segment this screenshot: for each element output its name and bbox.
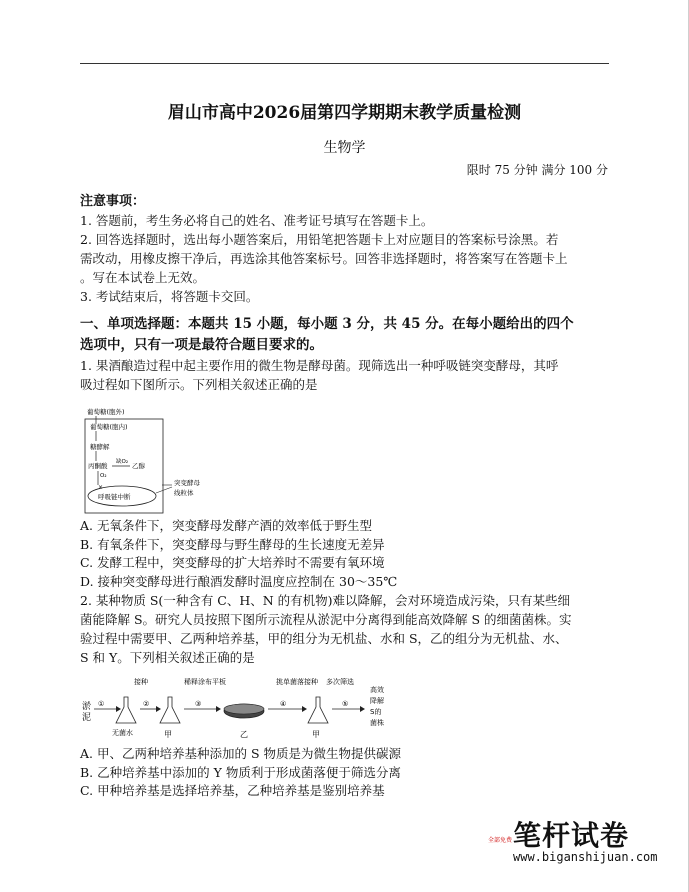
step-2: ② bbox=[143, 700, 150, 708]
mutant-yeast-label: 突变酵母 bbox=[174, 479, 200, 487]
arrowhead bbox=[116, 706, 121, 712]
section-heading-line: 选项中，只有一项是最符合题目要求的。 bbox=[80, 337, 323, 353]
question-2-line: S 和 Y。下列相关叙述正确的是 bbox=[80, 650, 255, 665]
result-label: S的 bbox=[370, 708, 382, 716]
pick-colony-label: 挑单菌落接种 bbox=[276, 678, 318, 686]
jia-label-2: 甲 bbox=[312, 730, 320, 739]
time-score-info: 限时 75 分钟 满分 100 分 bbox=[466, 163, 608, 177]
option-d: D. 接种突变酵母进行酿酒发酵时温度应控制在 30～35℃ bbox=[80, 573, 398, 589]
option-c: C. 发酵工程中，突变酵母的扩大培养时不需要有氧环境 bbox=[80, 555, 385, 570]
question-1-line: 1. 果酒酿造过程中起主要作用的微生物是酵母菌。现筛选出一种呼吸链突变酵母，其呼 bbox=[80, 358, 559, 373]
arrowhead bbox=[216, 706, 221, 712]
question-1-figure bbox=[84, 405, 234, 515]
option-a: A. 甲、乙两种培养基种添加的 S 物质是为微生物提供碳源 bbox=[80, 746, 401, 761]
glucose-inside-label: 葡萄糖(胞内) bbox=[90, 423, 128, 431]
watermark-badge: 全部免费 bbox=[487, 837, 512, 844]
sterile-water-label: 无菌水 bbox=[112, 729, 133, 737]
medium-jia-flask-2 bbox=[308, 697, 328, 723]
notice-line: 3. 考试结束后，将答题卡交回。 bbox=[80, 289, 259, 304]
arrowhead bbox=[156, 706, 161, 712]
section-heading bbox=[80, 314, 610, 356]
question-1-options bbox=[80, 517, 610, 591]
exam-title: 眉山市高中2026届第四学期期末教学质量检测 bbox=[167, 103, 522, 123]
question-2-figure bbox=[80, 675, 400, 745]
arrowhead bbox=[302, 706, 307, 712]
lack-oxygen-label: 缺O₂ bbox=[116, 459, 129, 465]
question-2-options bbox=[80, 745, 610, 801]
notice-line: 。写在本试卷上无效。 bbox=[80, 270, 206, 285]
subject-title: 生物学 bbox=[323, 140, 366, 156]
notice-line: 1. 答题前，考生务必将自己的姓名、准考证号填写在答题卡上。 bbox=[80, 213, 434, 228]
question-2-stem bbox=[80, 591, 610, 667]
top-rule bbox=[80, 63, 609, 64]
option-a: A. 无氧条件下，突变酵母发酵产酒的效率低于野生型 bbox=[80, 518, 372, 533]
result-label: 高效 bbox=[370, 686, 384, 694]
leader-line bbox=[156, 487, 172, 493]
pyruvate-label: 丙酮酸 bbox=[88, 462, 108, 470]
watermark-url: www.biganshijuan.com bbox=[513, 850, 658, 864]
option-b: B. 有氧条件下，突变酵母与野生酵母的生长速度无差异 bbox=[80, 536, 385, 552]
option-c: C. 甲种培养基是选择培养基，乙种培养基是鉴别培养基 bbox=[80, 783, 385, 798]
step-4: ④ bbox=[280, 700, 287, 708]
step-3: ③ bbox=[195, 700, 202, 708]
oxygen-label: O₂ bbox=[100, 473, 107, 479]
notice-section bbox=[80, 192, 610, 306]
multi-screen-label: 多次筛选 bbox=[326, 678, 354, 686]
question-2-line: 验过程中需要甲、乙两种培养基，甲的组分为无机盐、水和 S，乙的组分为无机盐、水、 bbox=[80, 631, 568, 646]
mitochondrion-label: 线粒体 bbox=[174, 489, 194, 497]
respiratory-chain-label: 呼吸链中断 bbox=[98, 493, 131, 501]
dilute-plate-label: 稀释涂布平板 bbox=[184, 678, 226, 686]
question-2-line: 菌能降解 S。研究人员按照下图所示流程从淤泥中分离得到能高效降解 S 的细菌菌株。实 bbox=[80, 612, 572, 627]
question-1-stem bbox=[80, 356, 610, 394]
watermark-name: 笔杆试卷 bbox=[513, 819, 630, 852]
glucose-outside-label: 葡萄糖(胞外) bbox=[87, 408, 125, 416]
mud-label: 泥 bbox=[82, 713, 92, 723]
mud-label: 淤 bbox=[82, 702, 92, 712]
question-2-line: 2. 某种物质 S(一种含有 C、H、N 的有机物)难以降解，会对环境造成污染，只有某些细 bbox=[80, 593, 571, 608]
notice-line: 需改动，用橡皮擦干净后，再选涂其他答案标号。回答非选择题时，将答案写在答题卡上 bbox=[80, 251, 568, 266]
glycolysis-label: 糖酵解 bbox=[90, 443, 110, 451]
ethanol-label: 乙醇 bbox=[132, 462, 145, 470]
inoculate-label: 接种 bbox=[134, 678, 148, 686]
step-1: ① bbox=[98, 700, 105, 708]
jia-label: 甲 bbox=[164, 730, 172, 739]
cross-mark: × bbox=[98, 484, 104, 491]
option-b: B. 乙种培养基中添加的 Y 物质利于形成菌落便于筛选分离 bbox=[80, 764, 401, 780]
petri-dish-lid bbox=[224, 704, 264, 714]
notice-heading: 注意事项： bbox=[80, 194, 146, 209]
yi-label: 乙 bbox=[240, 730, 248, 739]
arrowhead bbox=[360, 706, 365, 712]
question-1-line: 吸过程如下图所示。下列相关叙述正确的是 bbox=[80, 377, 318, 392]
watermark-logo bbox=[487, 814, 657, 874]
result-label: 降解 bbox=[370, 697, 384, 705]
notice-line: 2. 回答选择题时，选出每小题答案后，用铅笔把答题卡上对应题目的答案标号涂黑。若 bbox=[80, 232, 559, 247]
result-label: 菌株 bbox=[370, 719, 384, 727]
step-5: ⑤ bbox=[342, 700, 349, 708]
medium-jia-flask bbox=[160, 697, 180, 723]
section-heading-line: 一、单项选择题：本题共 15 小题，每小题 3 分，共 45 分。在每小题给出的四个 bbox=[80, 316, 574, 332]
